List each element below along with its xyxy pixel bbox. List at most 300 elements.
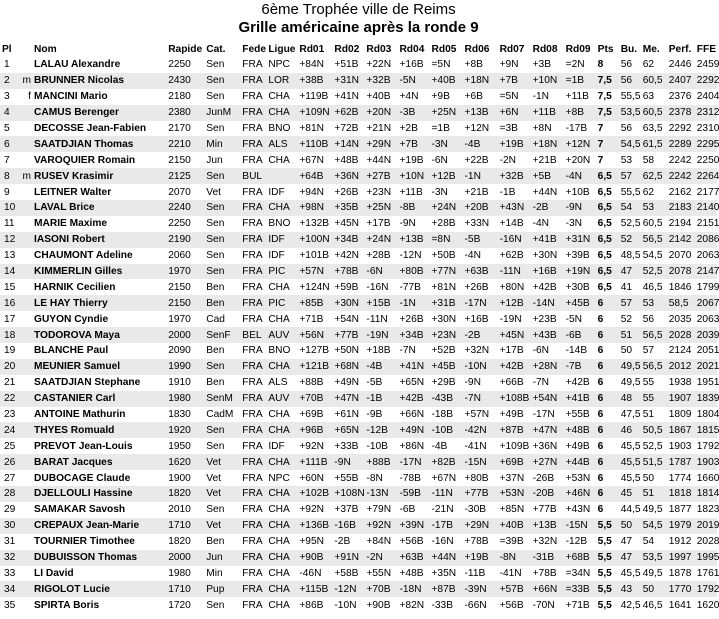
cell-rd01: +92N [299, 440, 324, 452]
cell-ffe: 2177 [696, 186, 719, 198]
table-row [0, 57, 717, 73]
cell-fede: FRA [242, 123, 263, 134]
cell-pts: 7,5 [597, 91, 612, 103]
cell-me: 53 [641, 200, 667, 216]
cell-rd04: +86N [399, 440, 425, 452]
cell-perf: 1997 [667, 550, 695, 566]
cell-ligue: CHA [268, 536, 290, 548]
table-row [0, 518, 717, 534]
cell-pts: 6 [596, 327, 619, 343]
cell-bu: 47,5 [620, 409, 641, 421]
cell-rd02: +31N [332, 73, 364, 89]
cell-rd02: +61N [334, 409, 360, 421]
cell-perf: 2242 [668, 154, 692, 166]
cell-rd08: +77B [532, 504, 557, 516]
cell-rd09: -4N [564, 168, 596, 184]
cell-rd06: +22B [464, 154, 489, 166]
cell-ligue: PIC [266, 264, 297, 280]
cell-rd09: +19N [564, 264, 596, 280]
cell-rd02: +68N [332, 359, 364, 375]
cell-rd03: +44N [366, 154, 392, 166]
cell-title [22, 279, 32, 295]
cell-rapide: 1970 [168, 313, 191, 325]
cell-rd06: -4B [463, 136, 498, 152]
cell-rd04: -7N [399, 345, 416, 357]
cell-fede: FRA [242, 345, 263, 357]
cell-rd06: +19B [463, 550, 498, 566]
page-header [0, 0, 717, 37]
cell-rapide: 2170 [168, 123, 191, 134]
cell-bu: 41 [620, 281, 633, 293]
cell-rd03: -12B [364, 422, 397, 438]
cell-rd09: -3N [565, 218, 583, 230]
cell-rd03: -6N [364, 264, 397, 280]
cell-perf: 1641 [668, 599, 692, 611]
cell-fede: FRA [242, 409, 263, 421]
cell-cat: Pup [204, 581, 240, 597]
cell-bu: 49,5 [620, 377, 641, 389]
cell-ligue: ALS [268, 377, 288, 389]
cell-me: 55 [641, 391, 667, 407]
cell-cat: Vet [204, 486, 240, 502]
cell-pl: 3 [4, 91, 10, 103]
cell-rd01: +132B [299, 218, 330, 230]
cell-ffe: 2404 [696, 91, 719, 103]
cell-pl: 21 [4, 377, 16, 389]
cell-rd03: -4B [364, 359, 397, 375]
cell-ffe: 1620 [696, 599, 719, 611]
cell-rd09: -5N [565, 313, 583, 325]
cell-rd01: +115B [297, 581, 332, 597]
cell-rd02: +26B [334, 186, 359, 198]
cell-rd02: +77B [332, 327, 364, 343]
cell-rd08: +11B [531, 105, 564, 121]
cell-perf: 1912 [668, 536, 692, 548]
cell-title [22, 136, 32, 152]
cell-rd03: -19N [364, 327, 397, 343]
cell-nom: MARIE Maxime [34, 218, 108, 230]
cell-rd01: +109N [297, 105, 332, 121]
cell-rd02: +30N [332, 295, 364, 311]
cell-rd08: +10N [531, 73, 564, 89]
cell-rd08: +18N [531, 136, 564, 152]
cell-title [22, 375, 32, 391]
cell-ligue: BNO [268, 218, 291, 230]
cell-rd04: +42B [397, 391, 429, 407]
cell-cat: Vet [206, 472, 221, 484]
cell-ligue [266, 168, 297, 184]
cell-rd04: +56B [399, 536, 424, 548]
cell-pts: 6 [597, 377, 604, 389]
cell-rd01: +69B [299, 409, 324, 421]
cell-bu: 52,5 [620, 218, 641, 230]
cell-pl: 5 [4, 123, 10, 134]
cell-cat: Ben [204, 295, 240, 311]
cell-rapide: 1950 [168, 440, 191, 452]
cell-rd03: +28B [366, 250, 391, 262]
cell-me: 60,5 [641, 73, 667, 89]
cell-ligue: IDF [268, 186, 285, 198]
cell-fede: FRA [242, 91, 263, 103]
cell-bu: 45,5 [620, 472, 641, 484]
cell-ffe: 2264 [695, 168, 717, 184]
cell-rapide: 1720 [168, 599, 191, 611]
cell-pl: 8 [0, 168, 22, 184]
cell-cat: Sen [206, 123, 225, 134]
cell-rd08: +41B [531, 232, 564, 248]
cell-rd04: +2B [399, 123, 418, 134]
cell-bu: 51 [619, 327, 641, 343]
table-row [0, 422, 717, 438]
cell-bu: 57 [619, 295, 641, 311]
col-header-rd02: Rd02 [334, 43, 360, 55]
cell-nom: RIGOLOT Lucie [32, 581, 166, 597]
cell-perf: 2124 [668, 345, 692, 357]
cell-rd03: -10B [366, 440, 388, 452]
cell-rd03: +79N [366, 504, 392, 516]
cell-rd07: +37N [499, 472, 525, 484]
cell-rd01: +127B [299, 345, 330, 357]
cell-perf: 1818 [667, 486, 695, 502]
cell-ligue: CHA [266, 486, 297, 502]
cell-ffe: 2063 [696, 313, 719, 325]
cell-cat: Sen [206, 250, 225, 262]
cell-ffe: 1839 [695, 391, 717, 407]
cell-pts: 5,5 [596, 550, 619, 566]
cell-rd07: +7B [498, 73, 531, 89]
cell-title [22, 311, 32, 327]
cell-rapide: 2000 [166, 550, 204, 566]
cell-me: 60,5 [642, 218, 663, 230]
cell-rd05: +12B [429, 168, 462, 184]
cell-fede: FRA [242, 567, 263, 579]
cell-fede: FRA [240, 264, 266, 280]
cell-fede: BUL [240, 168, 266, 184]
cell-rd04: -78B [399, 472, 421, 484]
cell-rd09: -14B [565, 345, 588, 357]
cell-title: f [28, 91, 32, 103]
cell-rd02: +50N [334, 345, 360, 357]
cell-nom: PREVOT Jean-Louis [34, 440, 133, 452]
cell-rd07: +19B [498, 136, 531, 152]
cell-rd09: -15N [564, 518, 596, 534]
cell-ffe: 1995 [695, 550, 717, 566]
cell-cat: Ben [206, 377, 225, 389]
cell-me: 56 [642, 313, 655, 325]
cell-ffe: 1761 [696, 567, 719, 579]
cell-rd06: -9N [464, 377, 481, 389]
cell-bu: 44,5 [620, 504, 641, 516]
cell-rd06: -66N [464, 599, 487, 611]
cell-ligue: CHA [268, 281, 290, 293]
cell-rd08: +32N [532, 536, 558, 548]
col-header-perf: Perf. [668, 43, 692, 55]
cell-bu: 54,5 [619, 136, 641, 152]
cell-rd06: +18N [463, 73, 498, 89]
cell-rapide: 1980 [168, 567, 191, 579]
cell-rd06: +13B [463, 105, 498, 121]
cell-ffe: 2039 [695, 327, 717, 343]
col-header-rd04: Rd04 [399, 43, 425, 55]
cell-ffe: 2250 [696, 154, 719, 166]
cell-title [22, 438, 32, 454]
cell-pts: 6,5 [597, 281, 612, 293]
cell-pl: 20 [0, 359, 22, 375]
cell-ffe: 1815 [695, 422, 717, 438]
cell-ffe: 1792 [696, 440, 719, 452]
cell-rd09: -7B [564, 359, 596, 375]
cell-rd02: +58B [334, 567, 359, 579]
cell-cat: Sen [204, 232, 240, 248]
cell-pl: 9 [4, 186, 10, 198]
cell-rd05: +29B [431, 377, 456, 389]
cell-rd04: +39N [397, 518, 429, 534]
table-row [0, 264, 717, 280]
cell-rapide: 2190 [166, 232, 204, 248]
cell-rd09: +11B [565, 91, 589, 103]
cell-ligue: NPC [268, 59, 290, 71]
cell-rd08: +30N [532, 250, 558, 262]
cell-title [22, 359, 32, 375]
cell-bu: 53 [620, 154, 633, 166]
cell-ffe: 1660 [696, 472, 719, 484]
cell-rd04: +19B [399, 154, 424, 166]
cell-bu: 56 [619, 73, 641, 89]
cell-rd04: +65N [399, 377, 425, 389]
cell-rd04: +41N [397, 359, 429, 375]
cell-rapide: 1920 [166, 422, 204, 438]
cell-fede: FRA [242, 250, 263, 262]
cell-rd01: +124N [299, 281, 330, 293]
col-header-rapide: Rapide [168, 43, 203, 55]
cell-rd09: -6B [564, 327, 596, 343]
cell-ligue: CHA [268, 154, 290, 166]
cell-rapide: 2250 [168, 218, 191, 230]
cell-rd05: =8N [429, 232, 462, 248]
cell-rd04: +7B [397, 136, 429, 152]
cell-rd07: -2N [499, 154, 516, 166]
cell-ffe: 1951 [696, 377, 719, 389]
cell-pts: 7 [597, 123, 604, 134]
cell-ligue: CHA [268, 567, 290, 579]
cell-rd02: -10N [334, 599, 357, 611]
cell-fede: FRA [242, 59, 263, 71]
cell-perf: 1867 [667, 422, 695, 438]
cell-rd04: +26B [399, 313, 424, 325]
cell-cat: Sen [204, 200, 240, 216]
cell-perf: 2376 [668, 91, 692, 103]
cell-rd08: +3B [532, 59, 552, 71]
cell-fede: FRA [242, 504, 263, 516]
cell-rd04: -17N [397, 454, 429, 470]
cell-bu: 50 [620, 345, 633, 357]
cell-perf: 1878 [668, 567, 692, 579]
cell-pts: 6 [596, 422, 619, 438]
cell-rd01: +86B [299, 599, 324, 611]
cell-rd05: -10B [429, 422, 462, 438]
cell-pl: 13 [4, 250, 16, 262]
cell-rd05: +24N [429, 200, 462, 216]
cell-rd01: +94N [299, 186, 324, 198]
cell-nom: LE HAY Thierry [32, 295, 166, 311]
cell-rd06: +20B [463, 200, 498, 216]
cell-rd06: -41N [464, 440, 487, 452]
cell-nom: DECOSSE Jean-Fabien [34, 123, 147, 134]
cell-rd03: +18B [366, 345, 391, 357]
table-row [0, 295, 717, 311]
cell-nom: BLANCHE Paul [34, 345, 109, 357]
cell-rd07: +53N [498, 486, 531, 502]
cell-rd02: +72B [334, 123, 359, 134]
cell-rd02: -12N [332, 581, 364, 597]
cell-nom: DUBOCAGE Claude [34, 472, 131, 484]
cell-rd06: -42N [463, 422, 498, 438]
cell-cat: Cad [206, 313, 225, 325]
cell-ffe: 1799 [696, 281, 719, 293]
cell-rd07: +9N [499, 59, 519, 71]
cell-pts: 6,5 [596, 264, 619, 280]
cell-ligue: CHA [268, 91, 290, 103]
col-header-rd09: Rd09 [565, 43, 591, 55]
cell-rd04: -5N [397, 73, 429, 89]
cell-bu: 53,5 [619, 105, 641, 121]
cell-fede: FRA [242, 472, 263, 484]
cell-ligue: CHA [266, 105, 297, 121]
cell-fede: FRA [240, 422, 266, 438]
cell-rd02: +34B [332, 232, 364, 248]
cell-pts: 5,5 [596, 518, 619, 534]
cell-perf: 1979 [667, 518, 695, 534]
cell-rd03: +70B [364, 581, 397, 597]
cell-rd04: +34B [397, 327, 429, 343]
cell-rd07: +32B [498, 168, 531, 184]
cell-rd08: -2B [531, 200, 564, 216]
cell-ligue: AUV [266, 327, 297, 343]
col-header-ligue: Ligue [268, 43, 296, 55]
table-row [0, 486, 717, 502]
cell-rd03: -8N [366, 472, 383, 484]
cell-ffe: 2310 [696, 123, 719, 134]
cell-ffe: 1804 [696, 409, 719, 421]
cell-rd09: +10B [565, 186, 590, 198]
cell-rd03: -2N [364, 550, 397, 566]
cell-rd09: -17B [565, 123, 588, 134]
cell-rapide: 2060 [168, 250, 191, 262]
cell-pl: 17 [4, 313, 16, 325]
cell-cat: Vet [206, 186, 221, 198]
cell-rd09: +71B [565, 599, 590, 611]
cell-rd07: =3B [499, 123, 518, 134]
cell-rd05: +9B [431, 91, 450, 103]
cell-nom: LAVAL Brice [32, 200, 166, 216]
cell-me: 63,5 [642, 123, 663, 134]
cell-bu: 52 [619, 232, 641, 248]
cell-me: 51,5 [641, 454, 667, 470]
cell-pts: 7 [596, 136, 619, 152]
cell-rd02: +54N [334, 313, 360, 325]
cell-rd06: -30B [464, 504, 487, 516]
cell-rd08: +43B [531, 327, 564, 343]
cell-fede: FRA [242, 218, 263, 230]
cell-rd09: -9N [564, 200, 596, 216]
cell-rd05: +40B [429, 73, 462, 89]
cell-rd08: -26B [532, 472, 555, 484]
cell-rd08: +23B [532, 313, 557, 325]
cell-pl: 22 [0, 391, 22, 407]
table-row [0, 502, 717, 518]
cell-perf: 1770 [667, 581, 695, 597]
cell-fede: FRA [240, 581, 266, 597]
cell-rd05: +67N [431, 472, 457, 484]
cell-pts: 7,5 [596, 105, 619, 121]
cell-cat: Sen [204, 422, 240, 438]
cell-nom: DJELLOULI Hassine [32, 486, 166, 502]
cell-rd09: +30B [565, 281, 590, 293]
cell-rd07: +56B [499, 599, 524, 611]
cell-perf: 1907 [667, 391, 695, 407]
cell-pl: 4 [0, 105, 22, 121]
cell-rd01: +85B [297, 295, 332, 311]
cell-pl: 2 [0, 73, 22, 89]
cell-fede: FRA [240, 73, 266, 89]
cell-ffe: 2140 [695, 200, 717, 216]
cell-rd05: +77N [429, 264, 462, 280]
cell-rd03: +21N [366, 123, 392, 134]
cell-cat: Sen [206, 59, 225, 71]
cell-title [22, 184, 32, 200]
cell-ligue: BNO [268, 345, 291, 357]
cell-me: 56,5 [641, 232, 667, 248]
cell-rd03: +23N [366, 186, 392, 198]
cell-rd08: +47N [531, 422, 564, 438]
cell-me: 61,5 [641, 136, 667, 152]
cell-me: 53,5 [641, 550, 667, 566]
cell-cat: Ben [206, 536, 225, 548]
cell-rd07: +109B [499, 440, 530, 452]
cell-rd05: +23N [429, 327, 462, 343]
cell-nom: SAATDJIAN Thomas [32, 136, 166, 152]
cell-rd07: +108B [498, 391, 531, 407]
cell-rd04: -8B [397, 200, 429, 216]
cell-rd04: -6B [399, 504, 416, 516]
table-row [0, 184, 717, 200]
cell-rapide: 1830 [168, 409, 191, 421]
cell-pl: 12 [0, 232, 22, 248]
cell-rd05: -16N [431, 536, 454, 548]
cell-pl: 15 [4, 281, 16, 293]
cell-me: 52,5 [642, 440, 663, 452]
cell-pts: 6,5 [597, 218, 612, 230]
cell-fede: FRA [242, 377, 263, 389]
cell-pl: 27 [4, 472, 16, 484]
cell-rd07: -11N [498, 264, 531, 280]
cell-rd02: +49N [334, 377, 360, 389]
cell-perf: 2446 [668, 59, 692, 71]
col-header-title [22, 41, 32, 57]
cell-me: 56,5 [641, 327, 667, 343]
cell-rd07: -41N [499, 567, 522, 579]
cell-pl: 29 [4, 504, 16, 516]
cell-bu: 45,5 [619, 454, 641, 470]
cell-bu: 47 [619, 550, 641, 566]
cell-title [22, 550, 32, 566]
col-header-pl: Pl [2, 43, 12, 55]
cell-rd05: -4B [431, 440, 448, 452]
cell-ffe: 2028 [696, 536, 719, 548]
cell-pts: 6 [596, 454, 619, 470]
cell-ffe: 2067 [695, 295, 717, 311]
cell-rd01: +121B [297, 359, 332, 375]
